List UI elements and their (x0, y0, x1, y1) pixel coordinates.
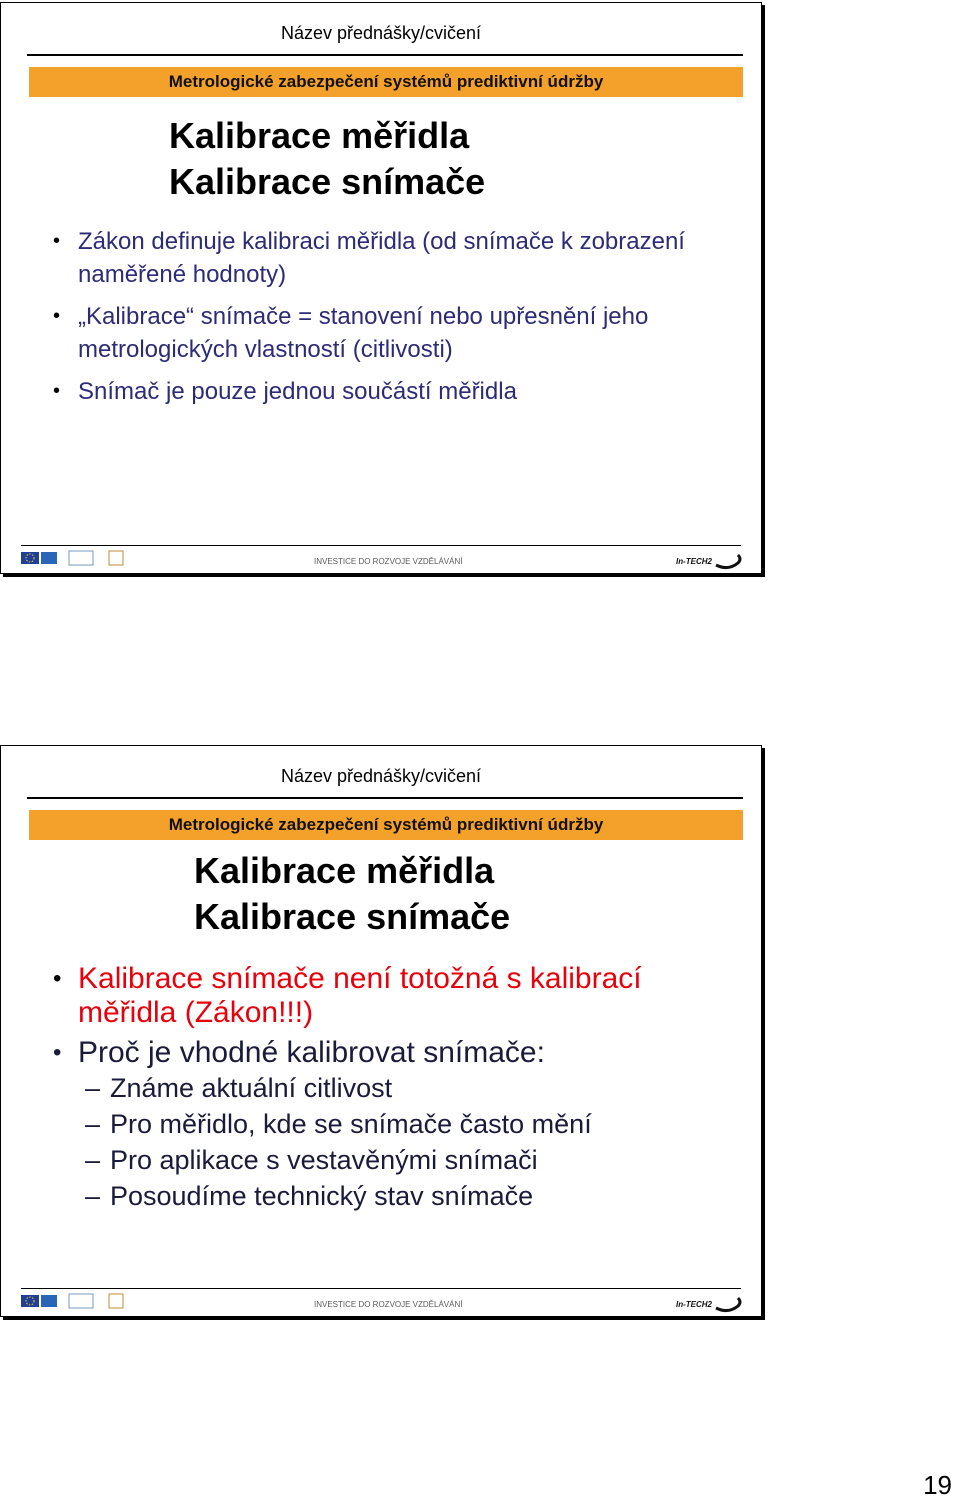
bullet-dot-icon: • (53, 1039, 62, 1066)
page-number: 19 (923, 1470, 952, 1500)
bullet-list (53, 962, 743, 1220)
intech2-logo-icon (676, 1294, 746, 1314)
sub-bullet-list (78, 1070, 743, 1214)
bullet-dot-icon: • (53, 230, 61, 252)
dash-icon: – (85, 1109, 101, 1139)
bullet-dot-icon: • (53, 380, 61, 402)
sub-bullet-item: – Známe aktuální citlivost (78, 1070, 743, 1106)
course-banner (29, 810, 743, 840)
svg-text:In-TECH2: In-TECH2 (676, 1300, 712, 1309)
title-line: Kalibrace měřidla (169, 115, 470, 156)
footer-divider (21, 545, 741, 546)
title-line: Kalibrace snímače (194, 896, 511, 937)
title-line: Kalibrace snímače (169, 161, 486, 202)
bullet-item: • Proč je vhodné kalibrovat snímače: – Známe aktuální citlivost – Pro měřidlo, kde se snímače často mění – Pro aplikace s vestavěnými snímači – Posoudíme technický stav snímače (53, 1036, 743, 1214)
slide-header: Název přednášky/cvičení (280, 766, 482, 786)
banner-text: Metrologické zabezpečení systémů prediktivní údržby (168, 72, 604, 91)
eu-esf-logos-icon (21, 1292, 131, 1312)
course-banner (29, 67, 743, 97)
eu-esf-logos-icon (21, 549, 131, 569)
title-line: Kalibrace měřidla (194, 850, 495, 891)
bullet-dot-icon: • (53, 305, 61, 327)
intech2-logo (676, 1294, 746, 1314)
bullet-list (53, 225, 733, 417)
footer-divider (21, 1288, 741, 1289)
footer-text: INVESTICE DO ROZVOJE VZDĚLÁVÁNÍ (314, 1300, 463, 1309)
bullet-item: • Kalibrace snímače není totožná s kalibrací měřidla (Zákon!!!) (53, 962, 642, 1029)
footer-text: INVESTICE DO ROZVOJE VZDĚLÁVÁNÍ (314, 557, 463, 566)
sub-bullet-item: – Posoudíme technický stav snímače (78, 1178, 743, 1214)
header-divider (27, 54, 743, 56)
slide-2 (0, 745, 762, 1317)
sub-bullet-item: – Pro měřidlo, kde se snímače často mění (78, 1106, 743, 1142)
intech2-logo (676, 551, 746, 571)
bullet-item: • „Kalibrace“ snímače = stanovení nebo upřesnění jeho metrologických vlastností (citlivosti) (53, 300, 733, 366)
dash-icon: – (85, 1181, 101, 1211)
slide-1 (0, 2, 762, 574)
svg-text:In-TECH2: In-TECH2 (676, 557, 712, 566)
dash-icon: – (85, 1145, 101, 1175)
dash-icon: – (85, 1073, 101, 1103)
slide-title (169, 113, 485, 205)
slide-header: Název přednášky/cvičení (280, 23, 482, 43)
bullet-item: • Zákon definuje kalibraci měřidla (od snímače k zobrazení naměřené hodnoty) (53, 225, 733, 291)
intech2-logo-icon (676, 551, 746, 571)
slide-title (194, 848, 510, 940)
banner-text: Metrologické zabezpečení systémů prediktivní údržby (168, 815, 604, 834)
bullet-dot-icon: • (53, 965, 62, 992)
sub-bullet-item: – Pro aplikace s vestavěnými snímači (78, 1142, 743, 1178)
bullet-item: • Snímač je pouze jednou součástí měřidla (53, 375, 733, 408)
header-divider (27, 797, 743, 799)
